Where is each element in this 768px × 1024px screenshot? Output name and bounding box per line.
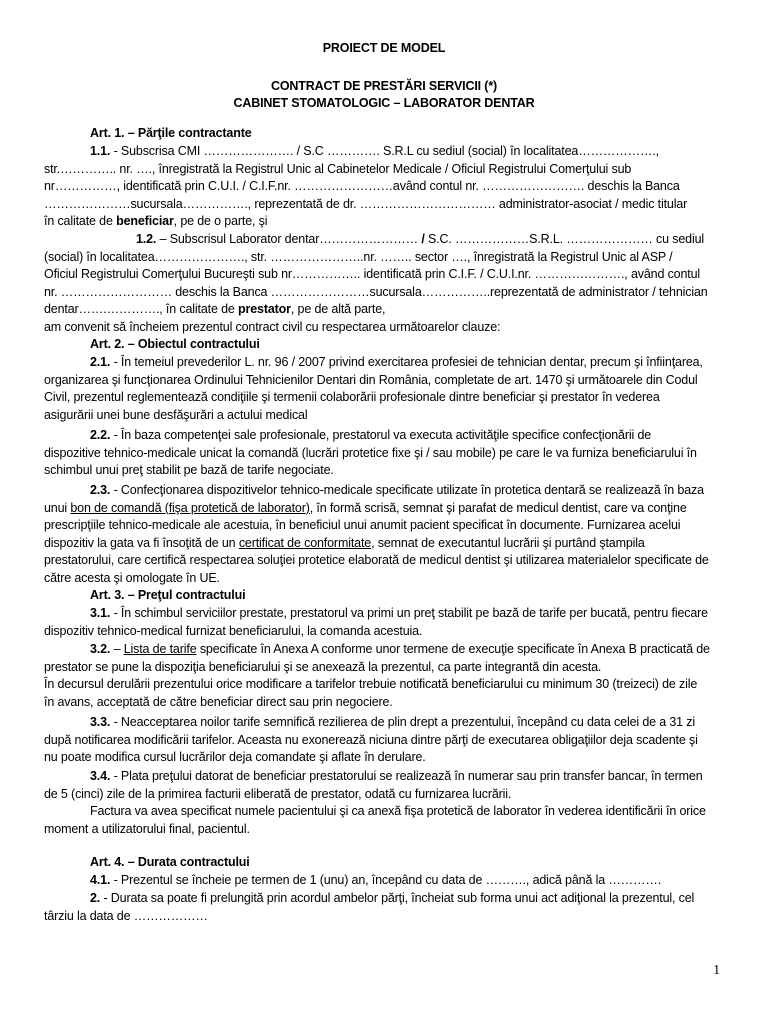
art1-heading: Art. 1. – Părţile contractante	[90, 126, 252, 140]
clause-line: 1.2. – Subscrisul Laborator dentar…………………… / S.C. ………………S.R.L. ………………… cu sediul	[136, 232, 705, 246]
clause-line: către acesta şi omologate în UE.	[44, 570, 220, 585]
clause-line: Oficiul Registrului Comerţului Bucureşti sub nr…………….. identificată prin C.I.F. / C.U.I.nr. …………………., având contul	[44, 267, 701, 282]
clause-4-2	[44, 890, 726, 925]
clause-line: unui bon de comandă (fişa protetică de laborator), în formă scrisă, semnat şi parafat de medicul dentist, care va conţine	[44, 500, 687, 515]
clause-3-2	[44, 641, 726, 711]
clause-line: organizarea şi funcţionarea Ordinului Tehnicienilor Dentari din România, completate de art. 1470 şi următoarele din Codul	[44, 372, 698, 387]
clause-line: nu poate modifica cursul lucrărilor deja comandate şi aflate în derulare.	[44, 750, 426, 765]
clause-line: dispozitiv tehnico-medical furnizat beneficiarului, la comanda acestuia.	[44, 623, 423, 638]
clause-line: după notificarea modificării tarifelor. Aceasta nu exonerează niciuna dintre părţi de executarea obligaţiilor deja scadente şi	[44, 732, 698, 747]
clause-line: dispozitive tehnico-medicale unicat la comandă (lucrări protetice fixe şi / sau mobile) pe care le va furniza beneficiarului în	[44, 445, 697, 460]
price-list-term: Lista de tarife	[123, 642, 197, 656]
clause-2-2	[44, 427, 726, 480]
clause-line: am convenit să încheiem prezentul contract civil cu respectarea următoarelor clauze:	[44, 319, 501, 334]
clause-line: schimbul unui preţ stabilit pe bază de tarife negociate.	[44, 463, 334, 478]
clause-line: nr. ……………………… deschis la Banca ……………………sucursala……………..reprezentată de administrator / tehnician	[44, 284, 708, 299]
clause-number: 2.1.	[90, 355, 111, 369]
contract-title: CONTRACT DE PRESTĂRI SERVICII (*)	[270, 79, 498, 93]
clause-2-3	[44, 482, 726, 588]
clause-number: 1.1.	[90, 144, 111, 158]
clause-number: 1.2.	[136, 232, 157, 246]
clause-line: 2.3. - Confecţionarea dispozitivelor tehnico-medicale specificate utilizate în protetica dentară se realizează în baza	[90, 483, 704, 497]
clause-line: asigurării unei bune desfăşurări a actului medical	[44, 407, 308, 422]
clause-line: în calitate de beneficiar, pe de o parte, şi	[44, 214, 268, 229]
clause-line: (social) în localitatea…………………., str. …………………..nr. …….. sector …., înregistrată la Registrul Unic al ASP /	[44, 249, 673, 264]
clause-line: moment a utilizatorului final, pacientul.	[44, 821, 250, 836]
clause-line: prestatorului, care certifică respectarea soluţiei protetice elaborată de medicul dentist şi utilizarea materialelor specificate de	[44, 553, 709, 568]
clause-2-1	[44, 354, 726, 424]
clause-line: 1.1. - Subscrisa CMI …………………. / S.C …………. S.R.L cu sediul (social) în localitatea……………….,	[90, 144, 659, 158]
clause-number: 3.4.	[90, 769, 111, 783]
clause-line: în avans, acceptată de către beneficiar direct sau prin negociere.	[44, 694, 393, 709]
clause-3-1	[44, 605, 726, 640]
clause-line: de 5 (cinci) zile de la primirea facturii eliberată de prestator, odată cu furnizarea lucrării.	[44, 786, 512, 801]
clause-line: 3.4. - Plata preţului datorat de beneficiar prestatorului se realizează în numerar sau prin transfer bancar, în termen	[90, 769, 703, 783]
clause-number: 2.	[90, 891, 101, 905]
clause-4-1	[44, 872, 726, 890]
art2-heading: Art. 2. – Obiectul contractului	[90, 337, 260, 351]
clause-1-1	[44, 143, 726, 231]
clause-3-4	[44, 768, 726, 838]
clause-line: …………………sucursala……………., reprezentată de dr. …………………………… administrator-asociat / medic titular	[44, 196, 688, 211]
clause-1-2	[44, 231, 726, 337]
clause-line: târziu la data de ………………	[44, 908, 208, 923]
clause-line: 2.2. - În baza competenţei sale profesionale, prestatorul va executa activităţile specifice confecţionării de	[90, 428, 652, 442]
clause-line: prestator se pune la dispoziţia beneficiarului şi se anexează la prezentul, ca parte integrantă din acesta.	[44, 659, 602, 674]
art3-heading: Art. 3. – Preţul contractului	[90, 588, 246, 602]
clause-line: 3.1. - În schimbul serviciilor prestate, prestatorul va primi un preţ stabilit pe bază de tarife per bucată, pentru fiecare	[90, 606, 708, 620]
clause-number: 3.1.	[90, 606, 111, 620]
work-order-term: bon de comandă (fişa protetică de laborator),	[70, 500, 314, 515]
clause-line: str.………….. nr. …., înregistrată la Registrul Unic al Cabinetelor Medicale / Oficiul Registrului Comerţului sub	[44, 161, 632, 176]
clause-3-3	[44, 714, 726, 767]
page-number: 1	[713, 963, 720, 978]
conformity-certificate-term: certificat de conformitate	[238, 535, 372, 550]
art4-heading: Art. 4. – Durata contractului	[90, 855, 250, 869]
clause-line: dentar…….…………., în calitate de prestator, pe de altă parte,	[44, 302, 386, 317]
clause-line: Civil, prezentul reglementează condiţiile şi termenii colaborării profesionale dintre beneficiar şi prestator în vederea	[44, 390, 660, 405]
clause-line: 2.1. - În temeiul prevederilor L. nr. 96 / 2007 privind exercitarea profesiei de tehnician dentar, precum şi înfiinţarea,	[90, 355, 703, 369]
clause-line: 2. - Durata sa poate fi prelungită prin acordul ambelor părţi, încheiat sub forma unui act adiţional la prezentul, cel	[90, 891, 695, 905]
clause-line: dispozitiv la gata va fi însoţită de un certificat de conformitate, semnat de executantul lucrării şi purtând ştampila	[44, 535, 645, 550]
clause-line: 4.1. - Prezentul se încheie pe termen de 1 (unu) an, începând cu data de ………., adică până la ………….	[90, 873, 662, 887]
clause-line: Factura va avea specificat numele pacientului şi ca anexă fişa protetică de laborator în vederea identificării în orice	[90, 804, 706, 819]
clause-number: 2.3.	[90, 483, 111, 497]
clause-line: nr……………, identificată prin C.U.I. / C.I.F.nr. ……………………având contul nr. ……………………. deschis la Banca	[44, 179, 680, 194]
clause-number: 3.3.	[90, 715, 111, 729]
document-title: PROIECT DE MODEL	[322, 41, 446, 55]
clause-number: 4.1.	[90, 873, 111, 887]
contract-subtitle: CABINET STOMATOLOGIC – LABORATOR DENTAR	[233, 96, 535, 110]
clause-line: 3.2. – Lista de tarife specificate în Anexa A conforme unor termene de execuţie specificate în Anexa B practicată de	[90, 642, 710, 656]
clause-number: 2.2.	[90, 428, 111, 442]
clause-line: În decursul derulării prezentului orice modificare a tarifelor trebuie notificată beneficiarului cu minimum 30 (treizeci) de zile	[44, 677, 698, 692]
clause-line: 3.3. - Neacceptarea noilor tarife semnifică rezilierea de plin drept a prezentului, începând cu data celei de a 31 zi	[90, 715, 696, 729]
clause-line: prescripţiile tehnico-medicale ale acestuia, în beneficiul unui anumit pacient specificat în documente. Furnizarea acelui	[44, 518, 681, 533]
clause-number: 3.2.	[90, 642, 111, 656]
